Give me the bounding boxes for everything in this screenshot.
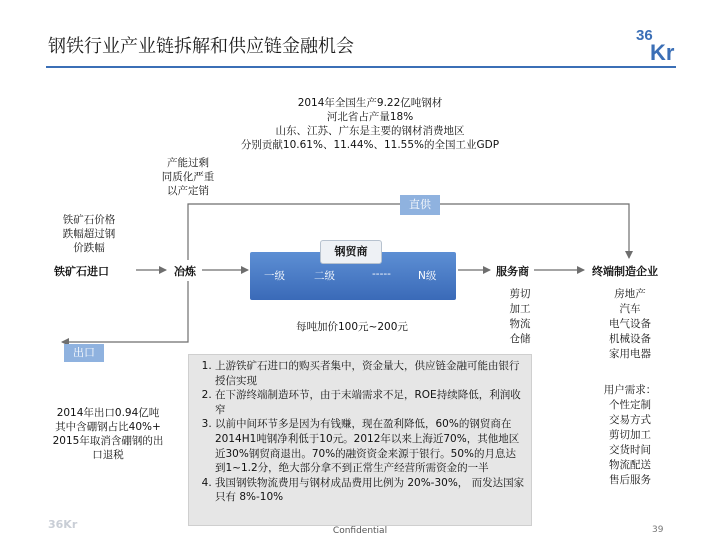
trader-level-ellipsis: ----- — [372, 268, 391, 280]
analysis-note: 4. 我国钢铁物流费用与钢材成品费用比例为 20%-30%， 而发达国家只有 8%-10% — [215, 476, 525, 505]
overcapacity-line: 以产定销 — [167, 185, 209, 197]
node-service-provider: 服务商 — [496, 265, 529, 278]
footer-confidential: Confidential — [332, 526, 388, 536]
page-title: 钢铁行业产业链拆解和供应链金融机会 — [48, 36, 354, 57]
export-note-line: 2015年取消含硼钢的出 — [52, 435, 164, 447]
arrow-export — [62, 281, 188, 342]
user-need-item: 个性定制 — [609, 399, 651, 411]
direct-supply-box: 直供 — [400, 195, 440, 215]
page-number: 39 — [652, 525, 664, 535]
export-note — [48, 406, 168, 462]
overcapacity-line: 产能过剩 — [167, 157, 209, 169]
end-industry-item: 电气设备 — [609, 318, 651, 330]
export-note-line: 其中含硼钢占比40%+ — [55, 421, 161, 433]
trader-tag: 钢贸商 — [320, 240, 382, 264]
end-industry-item: 家用电器 — [609, 348, 651, 360]
end-industry-item: 机械设备 — [609, 333, 651, 345]
user-needs — [594, 383, 666, 488]
node-smelting: 冶炼 — [174, 265, 196, 278]
node-end-manufacturer: 终端制造企业 — [592, 265, 658, 278]
footer-logo: 36Kr — [48, 518, 78, 531]
user-need-item: 交易方式 — [609, 414, 651, 426]
service-item: 仓储 — [509, 333, 531, 345]
production-note-line: 分别贡献10.61%、11.44%、11.55%的全国工业GDP — [240, 139, 500, 151]
trader-level-n: N级 — [418, 270, 437, 282]
ore-price-note — [52, 213, 126, 255]
export-note-line: 2014年出口0.94亿吨 — [56, 407, 160, 419]
analysis-notes-list — [215, 359, 525, 505]
export-note-line: 口退税 — [92, 449, 124, 461]
analysis-note: 1. 上游铁矿石进口的购买者集中，资金量大，供应链金融可能由银行授信实现 — [215, 359, 525, 388]
markup-note: 每吨加价100元~200元 — [296, 321, 408, 333]
production-note-line: 河北省占产量18% — [326, 111, 414, 123]
production-note — [210, 96, 530, 152]
ore-price-line: 价跌幅 — [73, 242, 105, 254]
logo-top-text: 36 — [636, 27, 653, 44]
service-item: 物流 — [509, 318, 531, 330]
end-industry-item: 汽车 — [619, 303, 641, 315]
node-ore-import: 铁矿石进口 — [54, 265, 109, 278]
user-need-item: 剪切加工 — [609, 429, 651, 441]
production-note-line: 2014年全国生产9.22亿吨钢材 — [297, 97, 443, 109]
user-needs-heading: 用户需求： — [603, 384, 657, 396]
user-need-item: 物流配送 — [609, 459, 651, 471]
logo-bottom-text: Kr — [650, 40, 675, 62]
service-items — [498, 287, 542, 347]
end-industry-item: 房地产 — [614, 288, 646, 300]
service-item: 剪切 — [509, 288, 531, 300]
trader-level-2: 二级 — [314, 270, 335, 282]
trader-level-1: 一级 — [264, 270, 285, 282]
overcapacity-line: 同质化严重 — [161, 171, 215, 183]
user-need-item: 售后服务 — [609, 474, 651, 486]
export-box: 出口 — [64, 344, 104, 362]
service-item: 加工 — [509, 303, 531, 315]
overcapacity-note — [148, 156, 228, 198]
end-industries — [594, 287, 666, 362]
analysis-note: 3. 以前中间环节多是因为有钱赚，现在盈利降低，60%的钢贸商在2014H1吨钢净利低于10元。2012年以来上海近70%，其他地区近30%钢贸商退出。70%的融资资金来源于银行。50%的月息达到1~1.2分，绝大部分拿不到正常生产经营所需资金的一半 — [215, 417, 525, 475]
analysis-notes-box — [188, 354, 532, 526]
user-need-item: 交货时间 — [609, 444, 651, 456]
production-note-line: 山东、江苏、广东是主要的钢材消费地区 — [275, 125, 465, 137]
analysis-note: 2. 在下游终端制造环节，由于末端需求不足，ROE持续降低，利润收窄 — [215, 388, 525, 417]
ore-price-line: 跌幅超过钢 — [62, 228, 116, 240]
ore-price-line: 铁矿石价格 — [62, 214, 116, 226]
